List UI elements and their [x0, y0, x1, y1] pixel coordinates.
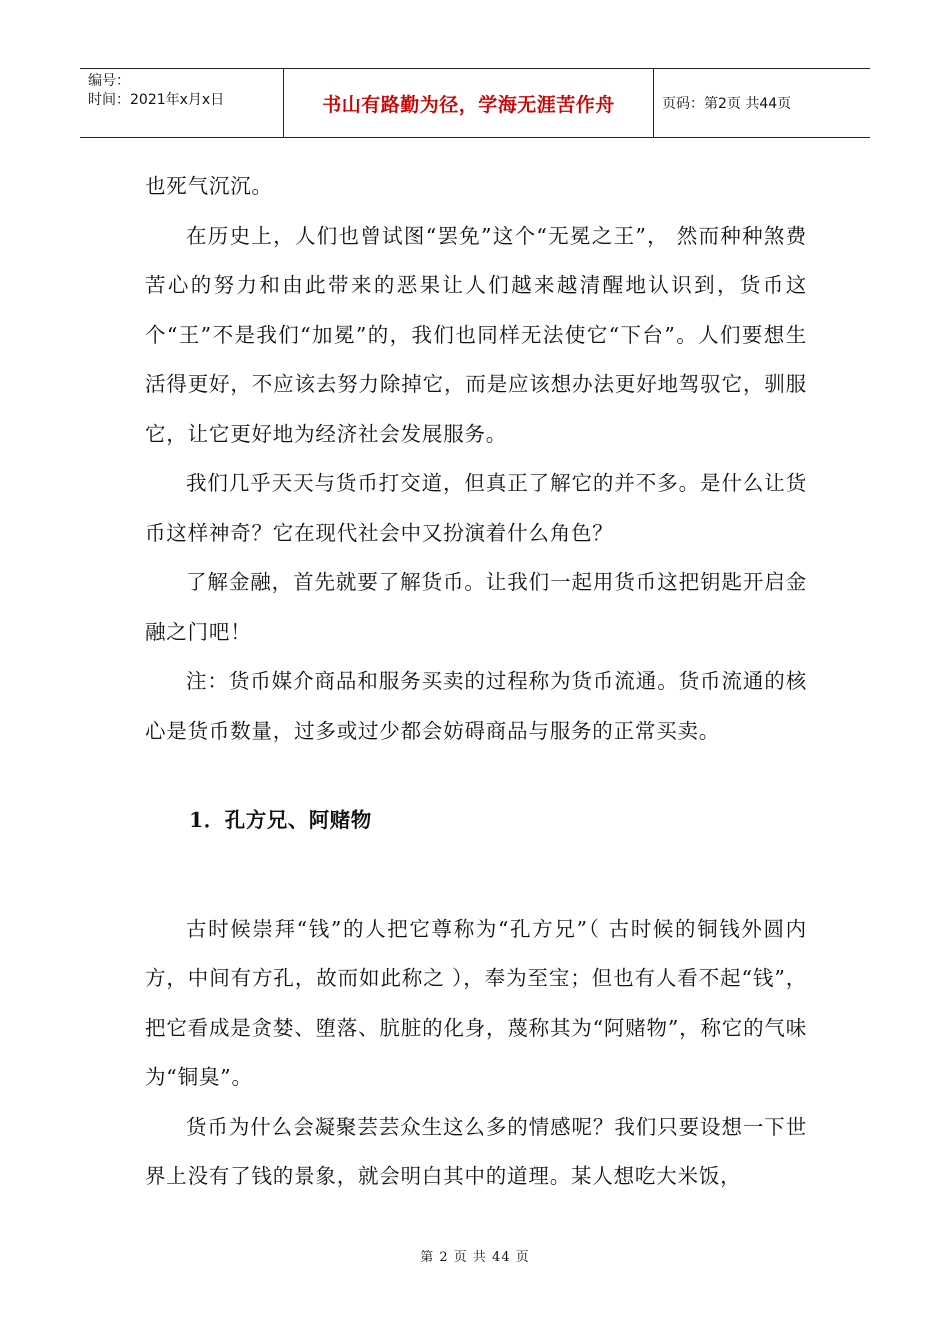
- page-header: [80, 68, 870, 138]
- paragraph: 我们几乎天天与货币打交道，但真正了解它的并不多。是什么让货币这样神奇？它在现代社会中又扮演着什么角色？: [145, 471, 807, 545]
- spacer: [145, 846, 807, 905]
- paragraph: 古时候崇拜“钱”的人把它尊称为“孔方兄”（ 古时候的铜钱外圆内方，中间有方孔，故而如此称之 ），奉为至宝；但也有人看不起“钱”，把它看成是贪婪、堕落、肮脏的化身，蔑称其为“阿赌物”，称它的气味为“铜臭”。: [145, 916, 807, 1089]
- note-paragraph: 注：货币媒介商品和服务买卖的过程称为货币流通。货币流通的核心是货币数量，过多或过少都会妨碍商品与服务的正常买卖。: [145, 669, 807, 743]
- paragraph: 在历史上，人们也曾试图“罢免”这个“无冕之王”， 然而种种煞费苦心的努力和由此带来的恶果让人们越来越清醒地认识到，货币这个“王”不是我们“加冕”的，我们也同样无法使它“下台”。人们要想生活得更好，不应该去努力除掉它，而是应该想办法更好地驾驭它，驯服它，让它更好地为经济社会发展服务。: [145, 223, 807, 446]
- header-right-cell: [654, 69, 870, 137]
- document-date-label: 时间：2021年x月x日: [88, 92, 225, 108]
- header-motto: 书山有路勤为径，学海无涯苦作舟: [322, 93, 615, 116]
- paragraph: 货币为什么会凝聚芸芸众生这么多的情感呢？我们只要设想一下世界上没有了钱的景象，就会明白其中的道理。某人想吃大米饭，: [145, 1114, 807, 1188]
- section-heading: 1．孔方兄、阿赌物: [189, 808, 372, 832]
- document-body: [145, 162, 807, 1202]
- header-page-info: 页码：第2页 共44页: [662, 96, 792, 112]
- paragraph-continuation: 也死气沉沉。: [145, 174, 273, 198]
- document-number-label: 编号：: [88, 73, 130, 89]
- spacer: [145, 756, 807, 796]
- header-middle-cell: [283, 69, 654, 137]
- header-left-cell: [80, 69, 283, 137]
- paragraph: 了解金融，首先就要了解货币。让我们一起用货币这把钥匙开启金融之门吧！: [145, 570, 807, 644]
- page-footer: 第 2 页 共 44 页: [420, 1250, 530, 1265]
